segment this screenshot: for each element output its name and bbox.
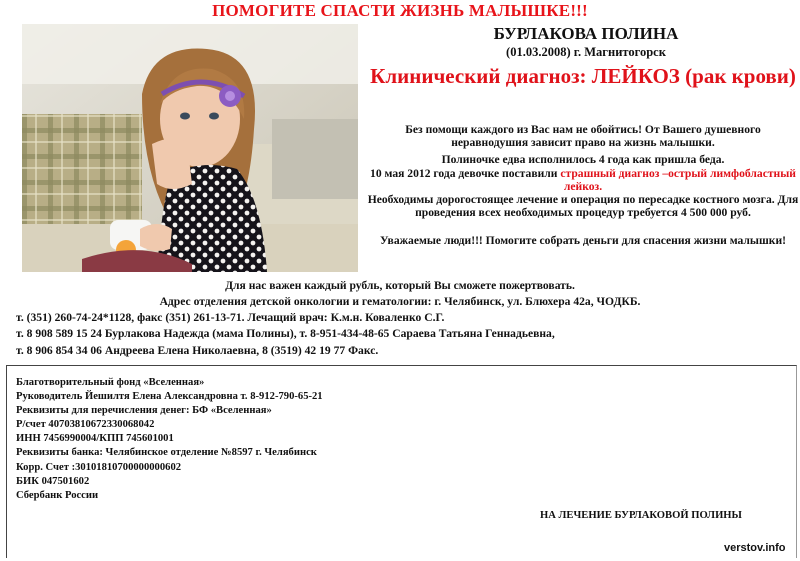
diagnosis-highlight: страшный диагноз –острый лимфобластный лейкоз.: [560, 167, 796, 193]
story-paragraph-cost: Необходимы дорогостоящее лечение и операция по пересадке костного мозга. Для проведения всех необходимых процедур требуется 4 500 000 руб.: [367, 193, 799, 219]
story-paragraph-help: Без помощи каждого из Вас нам не обойтись! От Вашего душевного неравнодушия зависит право на жизнь малышки.: [405, 123, 761, 149]
fund-director: Руководитель Йешилтя Елена Александровна т. 8-912-790-65-21: [16, 391, 323, 403]
bik: БИК 047501602: [16, 475, 90, 487]
story-paragraph-appeal: Уважаемые люди!!! Помогите собрать деньги для спасения жизни малышки!: [380, 234, 786, 247]
donation-note: Для нас важен каждый рубль, который Вы сможете пожертвовать.: [225, 279, 575, 292]
birth-date-city: (01.03.2008) г. Магнитогорск: [506, 45, 666, 59]
child-name: БУРЛАКОВА ПОЛИНА: [493, 24, 679, 43]
contact-line: т. 8 906 854 34 06 Андреева Елена Николаевна, 8 (3519) 42 19 77 Факс.: [16, 344, 379, 357]
bank-name: Сбербанк России: [16, 489, 99, 501]
watermark: verstov.info: [724, 542, 786, 554]
diagnosis: Клинический диагноз: ЛЕЙКОЗ (рак крови): [370, 64, 796, 88]
fund-name: Благотворительный фонд «Вселенная»: [16, 377, 205, 388]
story-paragraph-age: Полиночке едва исполнилось 4 года как пришла беда.: [441, 153, 725, 166]
account-number: Р/счет 40703810672330068042: [16, 419, 155, 431]
fund-details: [16, 376, 616, 503]
diagnosis-date-text: 10 мая 2012 года девочке поставили: [370, 167, 558, 180]
hospital-address: Адрес отделения детской онкологии и гематологии: г. Челябинск, ул. Блюхера 42а, ЧОДКБ.: [159, 295, 641, 308]
inn-kpp: ИНН 7456990004/КПП 745601001: [16, 433, 174, 445]
payment-purpose: НА ЛЕЧЕНИЕ БУРЛАКОВОЙ ПОЛИНЫ: [540, 510, 742, 521]
contact-line: т. 8 908 589 15 24 Бурлакова Надежда (мама Полины), т. 8-951-434-48-65 Сараева Татьяна Геннадьевна,: [16, 327, 555, 340]
bank-details: Реквизиты банка: Челябинское отделение №8597 г. Челябинск: [16, 447, 317, 459]
transfer-details: Реквизиты для перечисления денег: БФ «Вселенная»: [16, 405, 272, 417]
headline: ПОМОГИТЕ СПАСТИ ЖИЗНЬ МАЛЫШКЕ!!!: [212, 1, 588, 20]
contact-line: т. (351) 260-74-24*1128, факс (351) 261-13-71. Лечащий врач: К.м.н. Коваленко С.Г.: [16, 311, 445, 324]
story-paragraph-diagnosis: [366, 167, 800, 193]
child-photo: [22, 24, 358, 272]
corr-account: Корр. Счет :30101810700000000602: [16, 461, 182, 473]
